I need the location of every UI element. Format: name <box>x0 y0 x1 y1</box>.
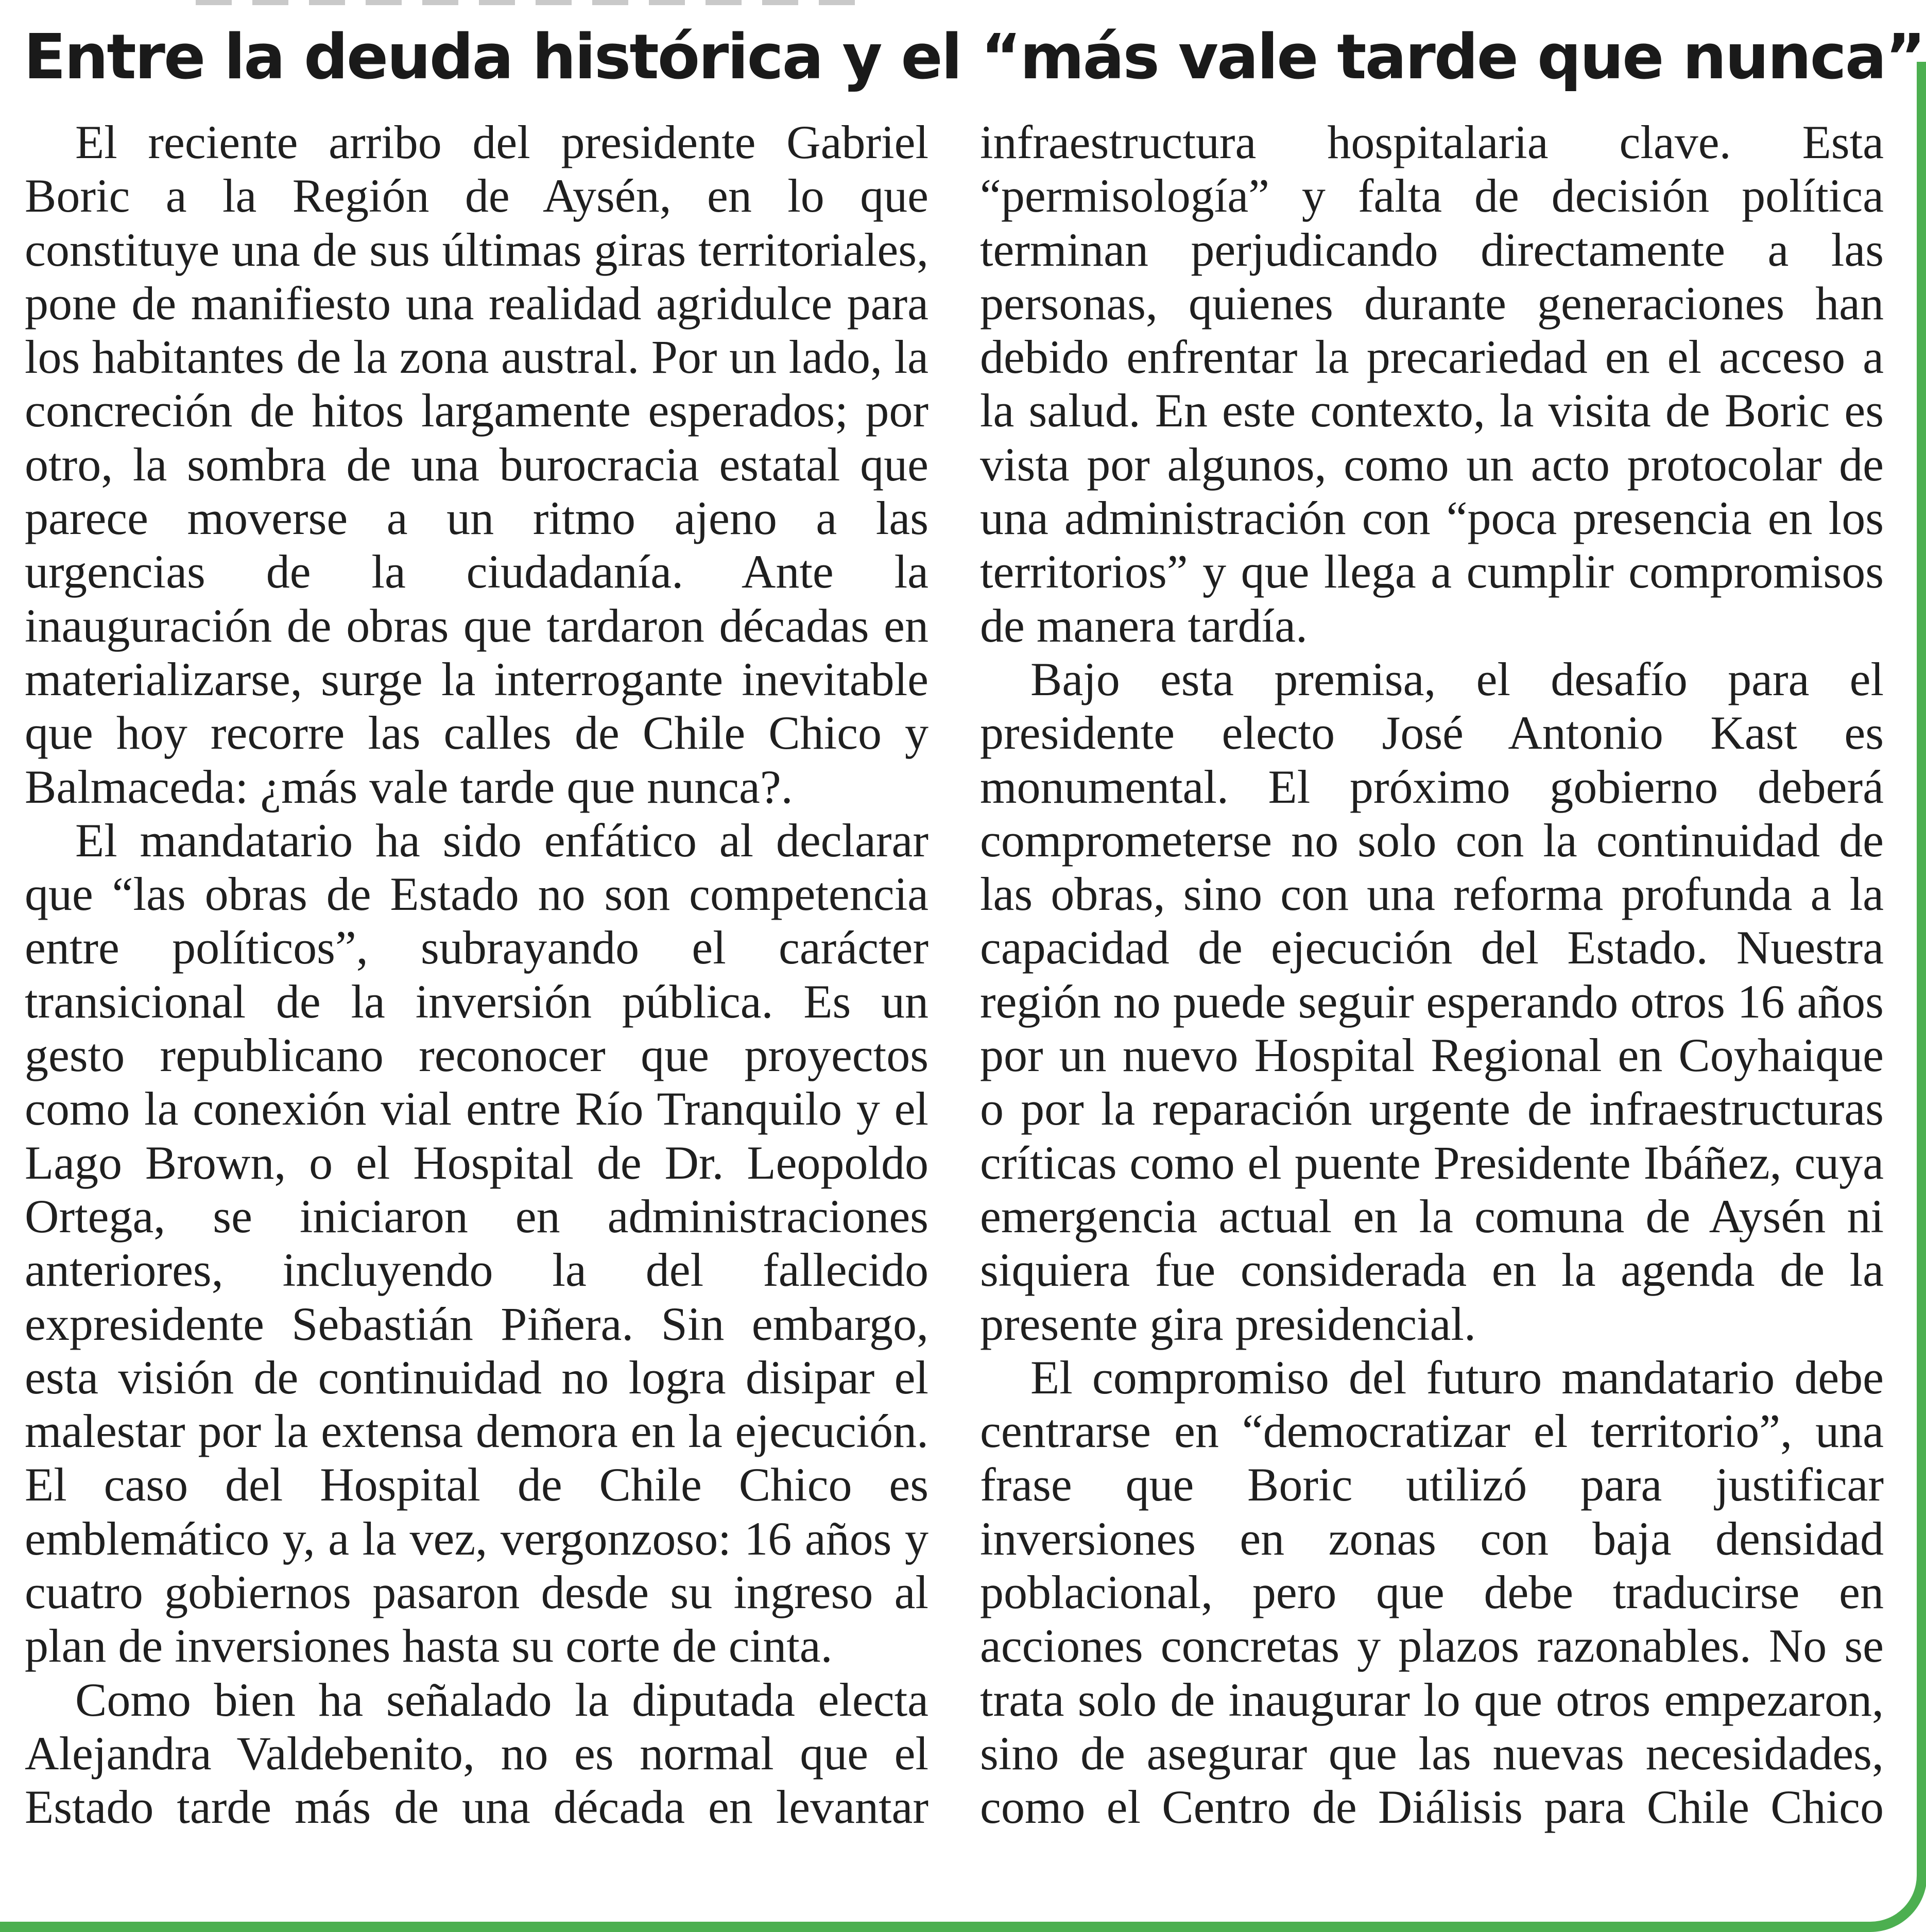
cropped-header-strip <box>196 0 875 5</box>
article-paragraph: El reciente arribo del presidente Gabriel Boric a la Región de Aysén, en lo que constituye una de sus últimas giras territoriales, pone de manifiesto una realidad agridulce para los habitantes de la zona austral. Por un lado, la concreción de hitos largamente esperados; por otro, la sombra de una burocracia estatal que parece moverse a un ritmo ajeno a las urgencias de la ciudadanía. Ante la inauguración de obras que tardaron décadas en materializarse, surge la interrogante inevitable que hoy recorre las calles de Chile Chico y Balmaceda: ¿más vale tarde que nunca?. <box>25 116 928 813</box>
article-headline: Entre la deuda histórica y el “más vale tarde que nunca” <box>24 22 1924 93</box>
article-paragraph: Bajo esta premisa, el desafío para el presidente electo José Antonio Kast es monumental. El próximo gobierno deberá comprometerse no solo con la continuidad de las obras, sino con una reforma profunda a la capacidad de ejecución del Estado. Nuestra región no puede seguir esperando otros 16 años por un nuevo Hospital Regional en Coyhaique o por la reparación urgente de infraestructuras críticas como el puente Presidente Ibáñez, cuya emergencia actual en la comuna de Aysén ni siquiera fue considerada en la agenda de la presente gira presidencial. <box>980 652 1884 1350</box>
article-paragraph: El mandatario ha sido enfático al declarar que “las obras de Estado no son competencia entre políticos”, subrayando el carácter transicional de la inversión pública. Es un gesto republicano reconocer que proyectos como la conexión vial entre Río Tranquilo y el Lago Brown, o el Hospital de Dr. Leopoldo Ortega, se iniciaron en administraciones anteriores, incluyendo la del fallecido expresidente Sebastián Piñera. Sin embargo, esta visión de continuidad no logra disipar el malestar por la extensa demora en la ejecución. El caso del Hospital de Chile Chico es emblemático y, a la vez, vergonzoso: 16 años y cuatro gobiernos pasaron desde su ingreso al plan de inversiones hasta su corte de cinta. <box>25 814 928 1672</box>
article-body <box>25 115 1884 1876</box>
article-paragraph: El compromiso del futuro mandatario debe centrarse en “democratizar el territorio”, una frase que Boric utilizó para justificar inversiones en zonas con baja densidad poblacional, pero que debe traducirse en acciones concretas y plazos razonables. No se trata solo de inaugurar lo que otros empezaron, sino de asegurar que las nuevas necesidades, como el Centro de Diálisis para Chile Chico <box>980 1351 1884 1834</box>
article-paragraph: Como bien ha señalado la diputada electa Alejandra Valdebenito, no es normal que el Estado tarde más de una década en levantar infraestructura hospitalaria clave. Esta “permisología” y falta de decisión política terminan perjudicando directamente a las personas, quienes durante generaciones han debido enfrentar la precariedad en el acceso a la salud. En este contexto, la visita de Boric es vista por algunos, como un acto protocolar de una administración con “poca presencia en los territorios” y que llega a cumplir compromisos de manera tardía. <box>25 116 1884 1834</box>
